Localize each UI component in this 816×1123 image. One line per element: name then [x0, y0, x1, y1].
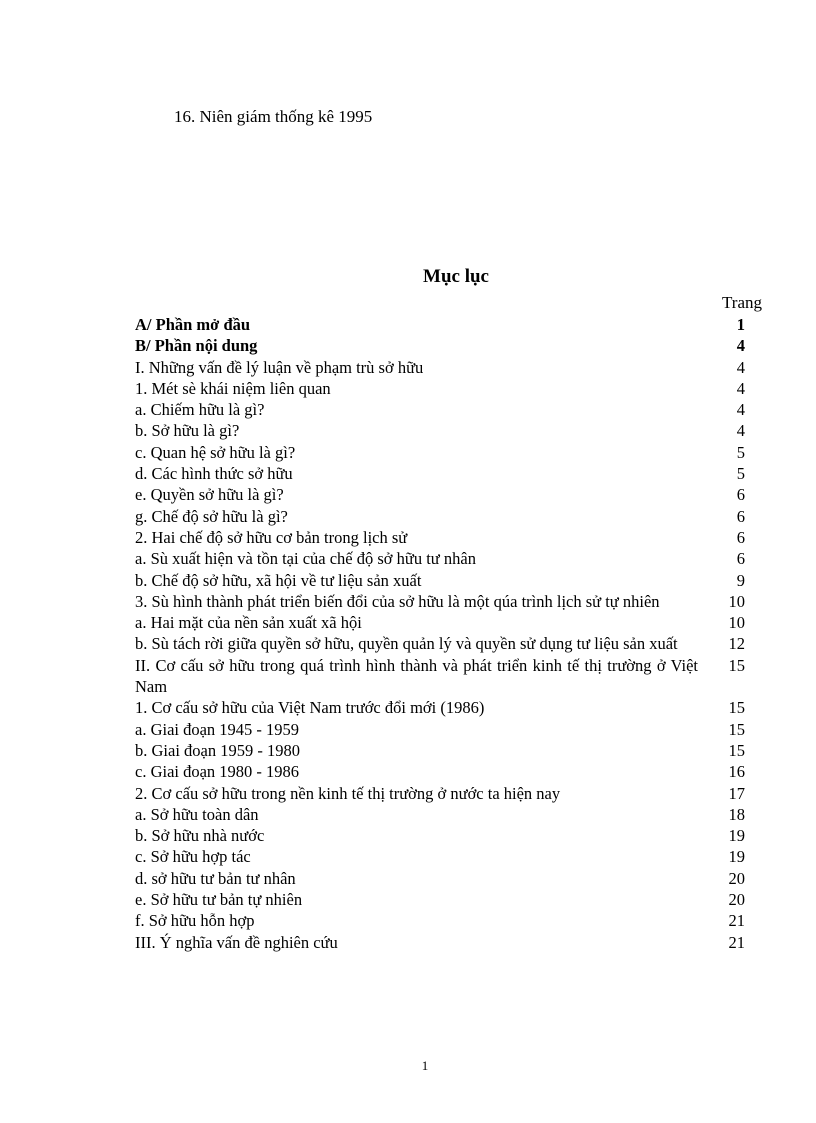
toc-entry	[135, 548, 745, 569]
reference-item: 16. Niên giám thống kê 1995	[174, 107, 373, 126]
toc-entry	[135, 378, 745, 399]
toc-entry-label: I. Những vấn đề lý luận về phạm trù sở hữu	[135, 357, 424, 377]
toc-entry	[135, 825, 745, 846]
toc-entry-page: 20	[728, 890, 745, 910]
toc-entry-label: 2. Cơ cấu sở hữu trong nền kinh tế thị trường ở nước ta hiện nay	[135, 783, 561, 803]
toc-entry-label: f. Sở hữu hỗn hợp	[135, 911, 255, 931]
toc-entry	[135, 846, 745, 867]
toc-entry-page: 4	[736, 421, 745, 441]
toc-entry	[135, 570, 745, 591]
toc-entry-page: 10	[728, 613, 745, 633]
toc-entry	[135, 633, 745, 654]
toc-entry-label: 3. Sù hình thành phát triển biến đổi của sở hữu là một qúa trình lịch sử tự nhiên	[135, 591, 660, 611]
toc-entry-page: 16	[728, 762, 745, 782]
toc-entry-page: 19	[728, 847, 745, 867]
toc-entry-label: d. Các hình thức sở hữu	[135, 464, 293, 484]
toc-title: Mục lục	[423, 266, 489, 287]
toc-entry	[135, 527, 745, 548]
toc-entry-label: c. Quan hệ sở hữu là gì?	[135, 442, 296, 462]
toc-entry-page: 21	[728, 932, 745, 952]
toc-entry-label: b. Sù tách rời giữa quyền sở hữu, quyền quản lý và quyền sử dụng tư liệu sản xuất	[135, 634, 678, 654]
toc-entry	[135, 335, 745, 356]
toc-entry-page: 15	[728, 740, 745, 760]
toc-entry-label: 1. Cơ cấu sở hữu của Việt Nam trước đổi mới (1986)	[135, 698, 485, 718]
toc-entry	[135, 612, 745, 633]
toc-entry-label: b. Giai đoạn 1959 - 1980	[135, 740, 300, 760]
toc-page-header: Trang	[722, 293, 762, 312]
toc-entry-page: 6	[736, 506, 745, 526]
toc-entry	[135, 463, 745, 484]
toc-entry	[135, 761, 745, 782]
toc-entry	[135, 506, 745, 527]
toc-entry	[135, 889, 745, 910]
toc-entry-page: 9	[736, 570, 745, 590]
toc-entry-label: B/ Phần nội dung	[135, 336, 258, 356]
toc-entry-label: e. Quyền sở hữu là gì?	[135, 485, 284, 505]
toc-entry	[135, 655, 745, 698]
toc-entry-page: 17	[728, 783, 745, 803]
toc-entry	[135, 740, 745, 761]
toc-entry-page: 20	[728, 868, 745, 888]
table-of-contents	[135, 314, 745, 953]
toc-entry	[135, 804, 745, 825]
toc-entry-label: a. Giai đoạn 1945 - 1959	[135, 719, 300, 739]
toc-entry-page: 1	[736, 315, 745, 334]
toc-entry-label: c. Sở hữu hợp tác	[135, 847, 251, 867]
toc-entry-page: 19	[728, 826, 745, 846]
toc-entry-label: g. Chế độ sở hữu là gì?	[135, 506, 288, 526]
toc-entry	[135, 442, 745, 463]
toc-entry-page: 15	[728, 719, 745, 739]
toc-entry-label: II. Cơ cấu sở hữu trong quá trình hình thành và phát triển kinh tế thị trường ở Việt Nam	[135, 655, 698, 697]
toc-entry-label: 2. Hai chế độ sở hữu cơ bản trong lịch sử	[135, 527, 408, 547]
toc-entry-page: 5	[736, 464, 745, 484]
toc-entry-page: 18	[728, 804, 745, 824]
toc-entry	[135, 420, 745, 441]
page-number: 1	[421, 1058, 429, 1073]
toc-entry	[135, 910, 745, 931]
toc-entry-page: 15	[728, 655, 745, 675]
toc-entry-page: 15	[728, 698, 745, 718]
toc-entry-page: 4	[736, 378, 745, 398]
toc-entry	[135, 932, 745, 953]
toc-entry-label: a. Sù xuất hiện và tồn tại của chế độ sở hữu tư nhân	[135, 549, 476, 569]
toc-entry-label: b. Chế độ sở hữu, xã hội về tư liệu sản xuất	[135, 570, 422, 590]
toc-entry-page: 6	[736, 485, 745, 505]
toc-entry-label: 1. Mét sè khái niệm liên quan	[135, 378, 331, 398]
toc-entry-page: 6	[736, 527, 745, 547]
toc-entry-label: d. sở hữu tư bản tư nhân	[135, 868, 296, 888]
toc-entry-page: 12	[728, 634, 745, 654]
toc-entry-label: b. Sở hữu nhà nước	[135, 826, 265, 846]
toc-entry	[135, 484, 745, 505]
toc-entry-page: 4	[736, 357, 745, 377]
toc-entry-label: c. Giai đoạn 1980 - 1986	[135, 762, 300, 782]
toc-entry	[135, 399, 745, 420]
toc-entry-page: 21	[728, 911, 745, 931]
toc-entry-page: 4	[736, 400, 745, 420]
toc-entry	[135, 868, 745, 889]
toc-entry	[135, 591, 745, 612]
toc-entry-label: III. Ý nghĩa vấn đề nghiên cứu	[135, 932, 338, 952]
toc-entry	[135, 719, 745, 740]
toc-entry	[135, 314, 745, 335]
toc-entry-label: a. Chiếm hữu là gì?	[135, 400, 265, 420]
toc-entry	[135, 783, 745, 804]
toc-entry-label: e. Sở hữu tư bản tự nhiên	[135, 890, 303, 910]
toc-entry-page: 4	[736, 336, 745, 356]
toc-entry-label: a. Hai mặt của nền sản xuất xã hội	[135, 613, 362, 633]
toc-entry	[135, 697, 745, 718]
toc-entry	[135, 357, 745, 378]
toc-entry-page: 10	[728, 591, 745, 611]
toc-entry-page: 6	[736, 549, 745, 569]
toc-entry-label: b. Sở hữu là gì?	[135, 421, 240, 441]
toc-entry-label: A/ Phần mở đầu	[135, 315, 251, 334]
toc-entry-label: a. Sở hữu toàn dân	[135, 804, 259, 824]
toc-entry-page: 5	[736, 442, 745, 462]
